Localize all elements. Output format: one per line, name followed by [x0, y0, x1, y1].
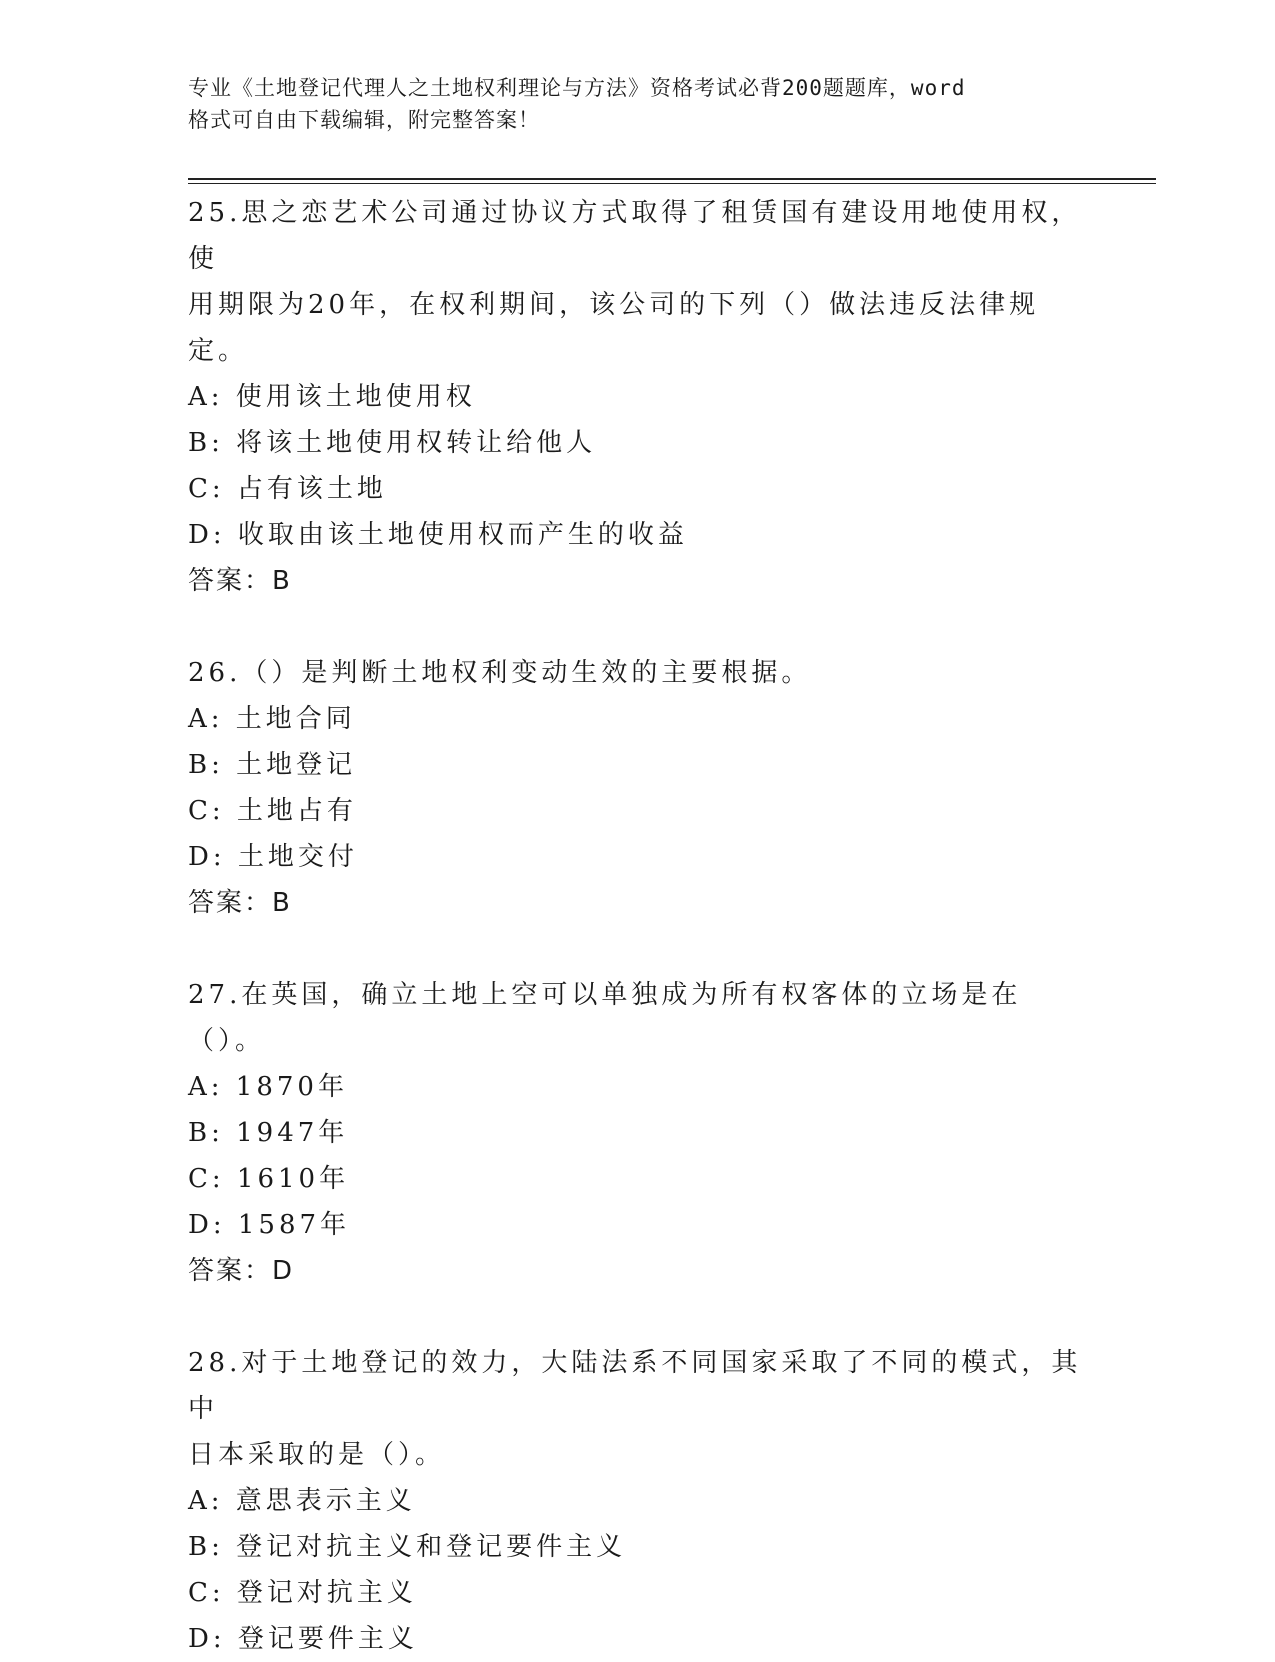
answer: 答案：B — [188, 888, 292, 918]
option-b: B: 登记对抗主义和登记要件主义 — [188, 1532, 627, 1562]
option-d: D: 登记要件主义 — [188, 1624, 418, 1654]
option-b: B: 1947年 — [188, 1118, 349, 1148]
question-stem-line: 28.对于土地登记的效力，大陆法系不同国家采取了不同的模式，其中 — [188, 1348, 1082, 1424]
question-25 — [188, 190, 1088, 604]
header-divider-thick — [188, 178, 1156, 180]
option-c: C: 1610年 — [188, 1164, 350, 1194]
option-d: D: 1587年 — [188, 1210, 351, 1240]
option-c: C: 土地占有 — [188, 796, 357, 826]
answer: 答案：D — [188, 1256, 295, 1286]
option-c: C: 登记对抗主义 — [188, 1578, 417, 1608]
question-27 — [188, 972, 1088, 1294]
question-list — [188, 190, 1088, 1662]
question-26 — [188, 650, 1088, 926]
option-d: D: 土地交付 — [188, 842, 358, 872]
option-a: A: 土地合同 — [188, 704, 356, 734]
question-28 — [188, 1340, 1088, 1662]
document-header — [188, 72, 1068, 136]
option-a: A: 1870年 — [188, 1072, 348, 1102]
option-c: C: 占有该土地 — [188, 474, 387, 504]
question-stem-line: 日本采取的是（）。 — [188, 1440, 446, 1470]
question-stem-line: 25.思之恋艺术公司通过协议方式取得了租赁国有建设用地使用权，使 — [188, 198, 1082, 274]
option-d: D: 收取由该土地使用权而产生的收益 — [188, 520, 688, 550]
question-stem-line: 用期限为20年，在权利期间，该公司的下列（）做法违反法律规定。 — [188, 290, 1040, 366]
option-b: B: 土地登记 — [188, 750, 357, 780]
option-a: A: 意思表示主义 — [188, 1486, 416, 1516]
option-b: B: 将该土地使用权转让给他人 — [188, 428, 597, 458]
header-line-2: 格式可自由下载编辑，附完整答案！ — [188, 108, 540, 132]
header-line-1: 专业《土地登记代理人之土地权利理论与方法》资格考试必背200题题库，word — [188, 76, 966, 100]
header-divider-thin — [188, 183, 1156, 184]
question-stem-line: 27.在英国，确立土地上空可以单独成为所有权客体的立场是在（）。 — [188, 980, 1022, 1056]
answer: 答案：B — [188, 566, 292, 596]
question-stem-line: 26.（）是判断土地权利变动生效的主要根据。 — [188, 658, 812, 688]
option-a: A: 使用该土地使用权 — [188, 382, 476, 412]
